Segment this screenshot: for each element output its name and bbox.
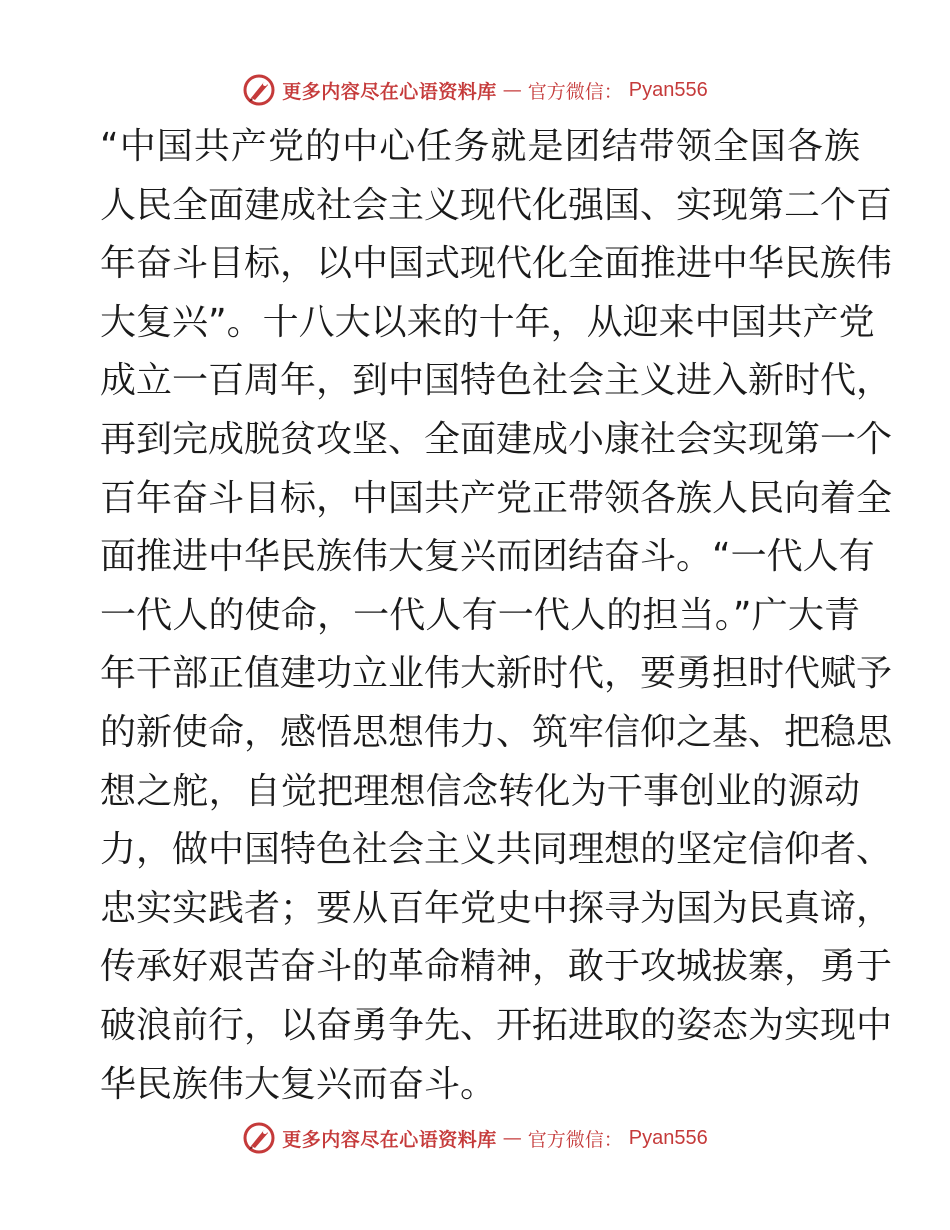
wechat-id: Pyan556 bbox=[628, 1126, 708, 1149]
wechat-id: Pyan556 bbox=[628, 78, 708, 101]
article-body bbox=[100, 118, 893, 1114]
text-line: 力，做中国特色社会主义共同理想的坚定信仰者、 bbox=[100, 829, 893, 871]
text-line: 大复兴”。十八大以来的十年，从迎来中国共产党 bbox=[100, 301, 875, 343]
text-line: “中国共产党的中心任务就是团结带领全国各族 bbox=[100, 126, 860, 167]
wechat-label: 官方微信： bbox=[527, 1128, 623, 1151]
promo-text: 更多内容尽在心语资料库 bbox=[282, 1128, 497, 1151]
text-line: 年干部正值建功立业伟大新时代，要勇担时代赋予 bbox=[100, 653, 893, 695]
wechat-label: 官方微信： bbox=[527, 80, 623, 103]
text-line: 面推进中华民族伟大复兴而团结奋斗。“一代人有 bbox=[100, 536, 875, 578]
text-line: 的新使命，感悟思想伟力、筑牢信仰之基、把稳思 bbox=[100, 711, 893, 753]
text-line: 破浪前行，以奋勇争先、开拓进取的姿态为实现中 bbox=[100, 1004, 893, 1046]
text-line: 忠实实践者；要从百年党史中探寻为国为民真谛， bbox=[100, 887, 893, 929]
text-line: 再到完成脱贫攻坚、全面建成小康社会实现第一个 bbox=[100, 418, 893, 460]
separator-dash: — bbox=[502, 1127, 522, 1149]
text-line: 成立一百周年，到中国特色社会主义进入新时代， bbox=[100, 360, 893, 402]
separator-dash: — bbox=[502, 79, 522, 101]
text-line: 想之舵，自觉把理想信念转化为干事创业的源动 bbox=[100, 770, 860, 812]
text-line: 传承好艰苦奋斗的革命精神，敢于攻城拔寨，勇于 bbox=[100, 946, 893, 988]
text-line: 华民族伟大复兴而奋斗。 bbox=[100, 1063, 497, 1105]
text-line: 人民全面建成社会主义现代化强国、实现第二个百 bbox=[100, 184, 893, 226]
text-line: 年奋斗目标，以中国式现代化全面推进中华民族伟 bbox=[100, 243, 893, 285]
quill-pen-logo-icon bbox=[242, 73, 276, 107]
text-line: 一代人的使命，一代人有一代人的担当。”广大青 bbox=[100, 594, 860, 636]
promo-text: 更多内容尽在心语资料库 bbox=[282, 80, 497, 103]
text-line: 百年奋斗目标，中国共产党正带领各族人民向着全 bbox=[100, 477, 893, 519]
quill-pen-logo-icon bbox=[242, 1121, 276, 1155]
header-banner bbox=[0, 70, 950, 110]
footer-banner bbox=[0, 1118, 950, 1158]
